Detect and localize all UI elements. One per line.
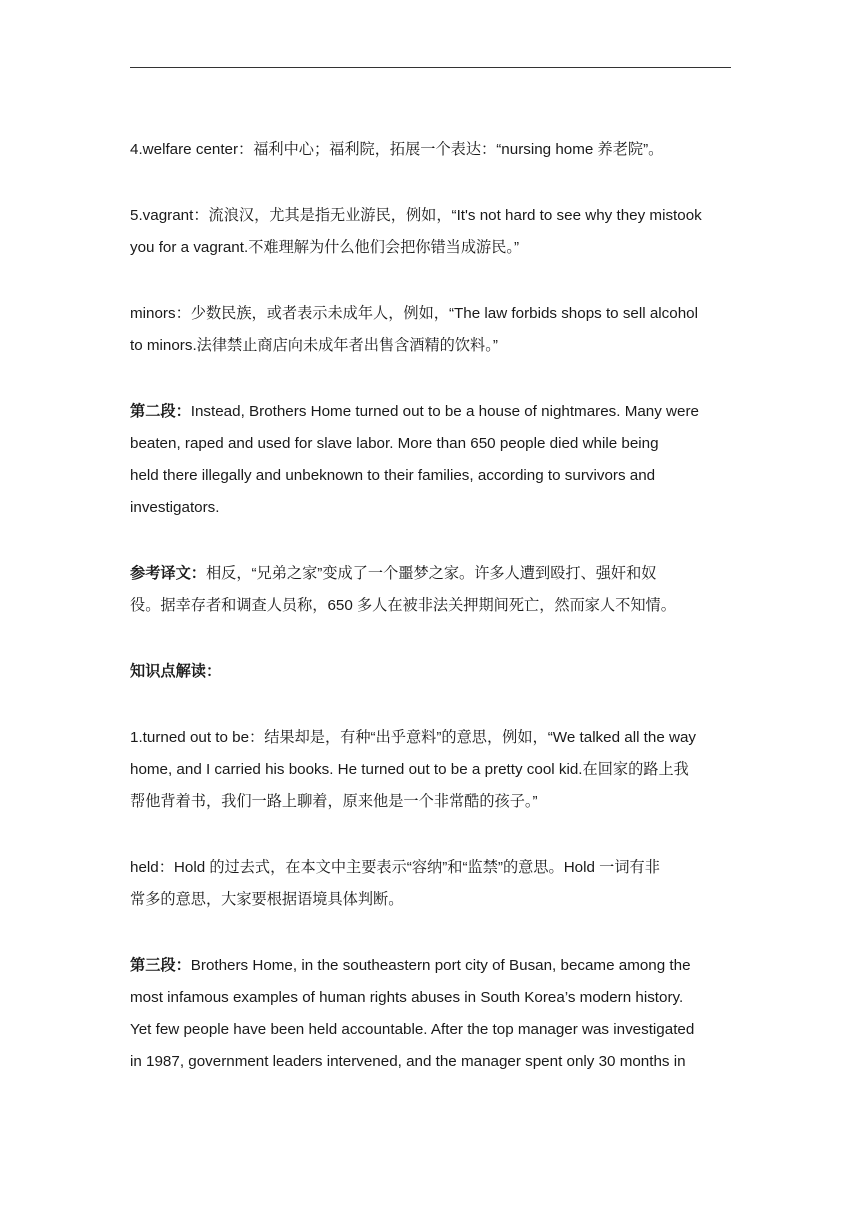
paragraph-label: 参考译文：	[130, 565, 206, 582]
paragraph-line	[130, 200, 732, 232]
header-rule	[130, 67, 731, 68]
line-text: home, and I carried his books. He turned out to be a pretty cool kid.在回家的路上我	[130, 761, 689, 778]
line-text: 帮他背着书，我们一路上聊着，原来他是一个非常酷的孩子。”	[130, 793, 538, 810]
paragraph-vagrant	[130, 200, 732, 264]
paragraph-welfare-center	[130, 134, 732, 166]
paragraph-line	[130, 460, 732, 492]
paragraph-line	[130, 722, 732, 754]
paragraph-minors	[130, 298, 732, 362]
line-text: 4.welfare center：福利中心；福利院，拓展一个表达：“nursing home 养老院”。	[130, 141, 664, 158]
paragraph-reference-translation	[130, 558, 732, 622]
paragraph-line	[130, 1046, 732, 1078]
line-text: beaten, raped and used for slave labor. More than 650 people died while being	[130, 435, 659, 452]
line-text: 常多的意思，大家要根据语境具体判断。	[130, 891, 404, 908]
line-text: you for a vagrant.不难理解为什么他们会把你错当成游民。”	[130, 239, 520, 256]
paragraph-line	[130, 656, 732, 688]
paragraph-label: 知识点解读：	[130, 663, 222, 680]
paragraph-line	[130, 558, 732, 590]
paragraph-line	[130, 330, 732, 362]
paragraph-line	[130, 298, 732, 330]
paragraph-line	[130, 982, 732, 1014]
paragraph-line	[130, 134, 732, 166]
line-text: most infamous examples of human rights abuses in South Korea’s modern history.	[130, 989, 684, 1006]
paragraph-line	[130, 590, 732, 622]
line-text: to minors.法律禁止商店向未成年者出售含酒精的饮料。”	[130, 337, 498, 354]
paragraph-line	[130, 1014, 732, 1046]
paragraph-knowledge-heading	[130, 656, 732, 688]
paragraph-line	[130, 754, 732, 786]
paragraph-line	[130, 396, 732, 428]
paragraph-line	[130, 884, 732, 916]
line-text: minors：少数民族，或者表示未成年人，例如，“The law forbids shops to sell alcohol	[130, 305, 698, 322]
paragraph-line	[130, 492, 732, 524]
line-text: 相反，“兄弟之家”变成了一个噩梦之家。许多人遭到殴打、强奸和奴	[205, 565, 657, 582]
line-text: in 1987, government leaders intervened, and the manager spent only 30 months in	[130, 1053, 686, 1070]
line-text: held：Hold 的过去式，在本文中主要表示“容纳”和“监禁”的意思。Hold 一词有非	[130, 859, 660, 876]
line-text: held there illegally and unbeknown to their families, according to survivors and	[130, 467, 656, 484]
line-text: Instead, Brothers Home turned out to be a house of nightmares. Many were	[190, 403, 699, 420]
paragraph-turned-out-to-be	[130, 722, 732, 818]
paragraph-paragraph-two	[130, 396, 732, 524]
line-text: 5.vagrant：流浪汉，尤其是指无业游民，例如，“It's not hard to see why they mistook	[130, 207, 702, 224]
paragraph-line	[130, 786, 732, 818]
line-text: 1.turned out to be：结果却是，有种“出乎意料”的意思，例如，“We talked all the way	[130, 729, 697, 746]
line-text: 役。据幸存者和调查人员称，650 多人在被非法关押期间死亡，然而家人不知情。	[130, 597, 676, 614]
document-body	[130, 134, 732, 1078]
paragraph-line	[130, 852, 732, 884]
line-text: Yet few people have been held accountable. After the top manager was investigated	[130, 1021, 695, 1038]
paragraph-line	[130, 428, 732, 460]
paragraph-paragraph-three	[130, 950, 732, 1078]
paragraph-line	[130, 950, 732, 982]
paragraph-held	[130, 852, 732, 916]
line-text: investigators.	[130, 499, 220, 516]
paragraph-label: 第三段：	[130, 957, 191, 974]
paragraph-label: 第二段：	[130, 403, 191, 420]
paragraph-line	[130, 232, 732, 264]
line-text: Brothers Home, in the southeastern port city of Busan, became among the	[190, 957, 691, 974]
